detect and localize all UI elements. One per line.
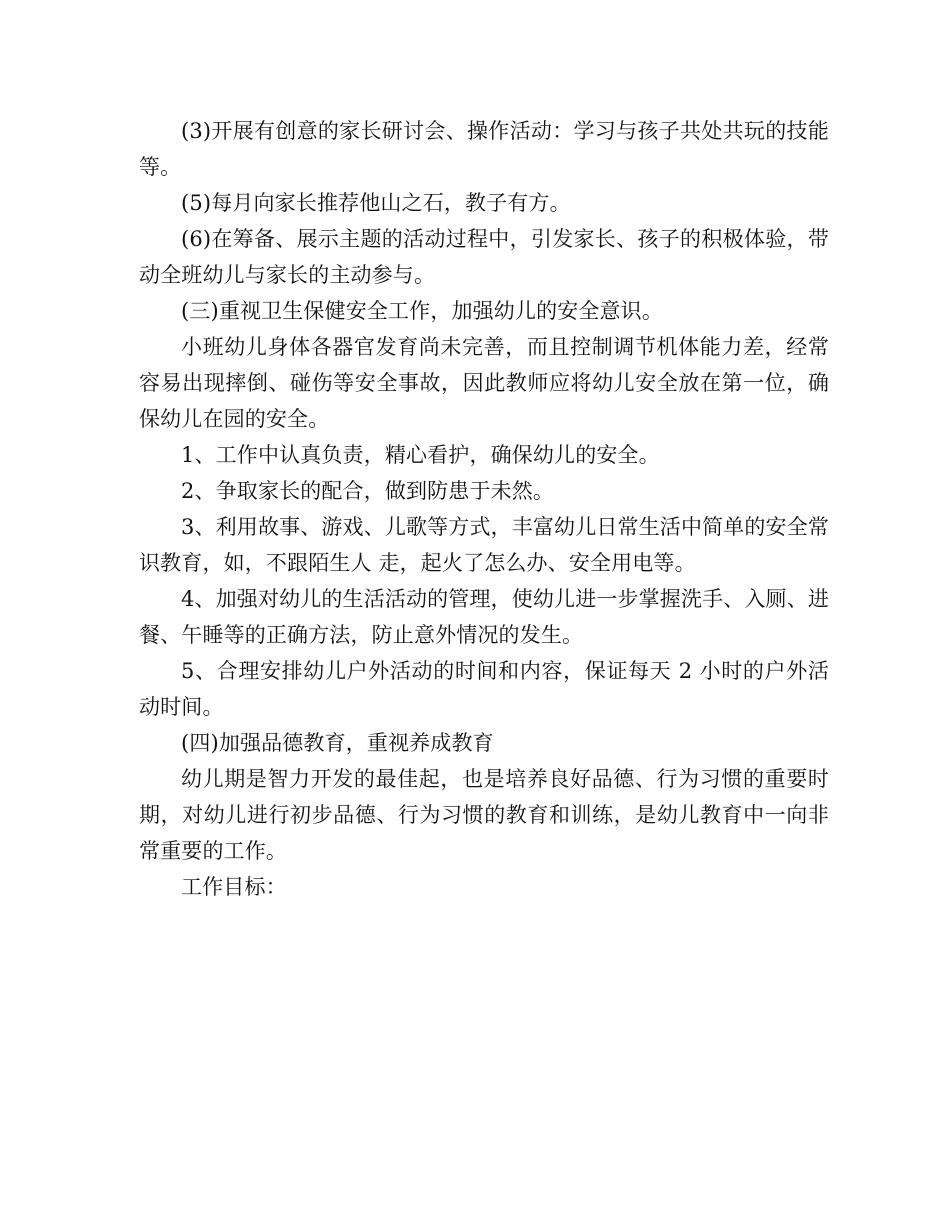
paragraph-work-goals-label: 工作目标： [181, 875, 287, 899]
list-item-safety-2: 2、争取家长的配合，做到防患于未然。 [181, 479, 555, 503]
paragraph-parent-seminar: (3)开展有创意的家长研讨会、操作活动：学习与孩子共处共玩的技能等。 [139, 119, 829, 179]
paragraph-moral-education-intro: 幼儿期是智力开发的最佳起，也是培养良好品德、行为习惯的重要时期，对幼儿进行初步品德、行为习惯的教育和训练，是幼儿教育中一向非常重要的工作。 [139, 767, 829, 863]
paragraph-monthly-recommendation: (5)每月向家长推荐他山之石，教子有方。 [181, 191, 571, 215]
paragraph-theme-activities: (6)在筹备、展示主题的活动过程中，引发家长、孩子的积极体验，带动全班幼儿与家长的主动参与。 [139, 227, 829, 287]
paragraph-safety-intro: 小班幼儿身体各器官发育尚未完善，而且控制调节机体能力差，经常容易出现摔倒、碰伤等安全事故，因此教师应将幼儿安全放在第一位，确保幼儿在园的安全。 [139, 335, 829, 431]
list-item-safety-1: 1、工作中认真负责，精心看护，确保幼儿的安全。 [181, 443, 660, 467]
section-heading-safety: (三)重视卫生保健安全工作，加强幼儿的安全意识。 [181, 299, 663, 323]
list-item-safety-3: 3、利用故事、游戏、儿歌等方式，丰富幼儿日常生活中简单的安全常识教育，如，不跟陌生人 走，起火了怎么办、安全用电等。 [139, 515, 830, 575]
document-body [139, 113, 829, 905]
section-heading-moral-education: (四)加强品德教育，重视养成教育 [181, 731, 494, 755]
list-item-safety-5: 5、合理安排幼儿户外活动的时间和内容，保证每天 2 小时的户外活动时间。 [139, 659, 829, 719]
list-item-safety-4: 4、加强对幼儿的生活活动的管理，使幼儿进一步掌握洗手、入厕、进餐、午睡等的正确方法，防止意外情况的发生。 [139, 587, 830, 647]
